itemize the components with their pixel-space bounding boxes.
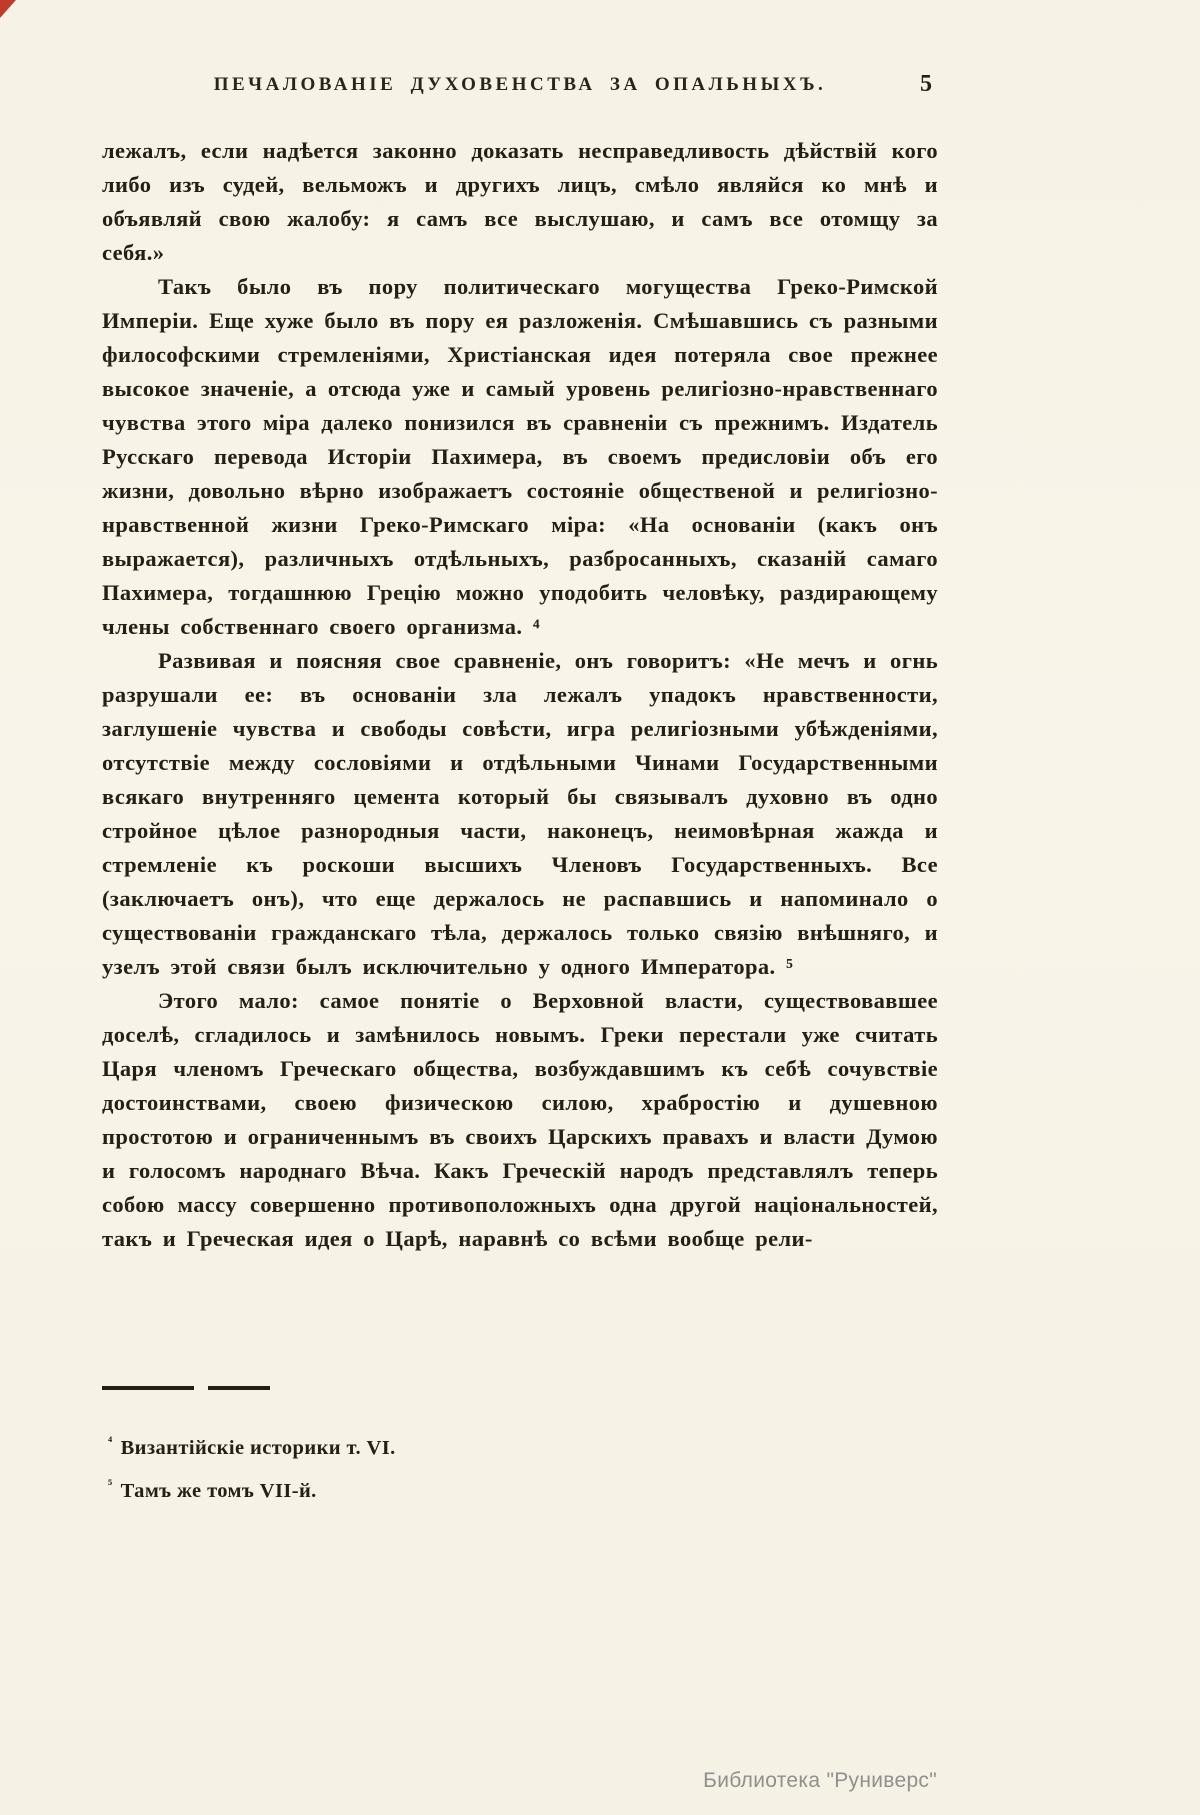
paragraph: Такъ было въ пору политическаго могущества Греко-Римской Имперіи. Еще хуже было въ пору ея разложенія. Смѣшавшись съ разными философскими стремленіями, Христіанская идея потеряла свое прежнее высокое значеніе, а отсюда уже и самый уровень религіозно-нравственнаго чувства этого міра далеко понизился въ сравненіи съ прежнимъ. Издатель Русскаго перевода Исторіи Пахимера, въ своемъ предисловіи объ его жизни, довольно вѣрно изображаетъ состояніе общественой и религіозно-нравственной жизни Греко-Римскаго міра: «На основаніи (какъ онъ выражается), различныхъ отдѣльныхъ, разбросанныхъ, сказаній самаго Пахимера, тогдашнюю Грецію можно уподобить человѣку, раздирающему члены собственнаго своего организма. ⁴ [102,274,938,639]
running-title: ПЕЧАЛОВАНІЕ ДУХОВЕНСТВА ЗА ОПАЛЬНЫХЪ. [213,74,827,95]
footnote [108,1424,808,1467]
page-header [102,71,938,104]
separator-segment [208,1386,270,1390]
paragraph: Развивая и поясняя свое сравненіе, онъ говоритъ: «Не мечъ и огнь разрушали ее: въ основаніи зла лежалъ упадокъ нравственности, заглушеніе чувства и свободы совѣсти, игра религіозными убѣжденіями, отсутствіе между сословіями и отдѣльными Чинами Государственными всякаго внутренняго цемента который бы связывалъ духовно въ одно стройное цѣлое разнородныя части, наконецъ, неимовѣрная жажда и стремленіе къ роскоши высшихъ Членовъ Государственныхъ. Все (заключаетъ онъ), что еще держалось не распавшись и напоминало о существованіи гражданскаго тѣла, держалось только связію внѣшняго, и узелъ этой связи былъ исключительно у одного Императора. ⁵ [102,648,938,979]
footnote-text: Тамъ же томъ VII-й. [120,1479,317,1502]
footnote-marker: ⁵ [108,1477,113,1493]
footnote-text: Византійскіе историки т. VI. [120,1436,396,1459]
library-watermark: Библиотека "Руниверс" [703,1769,937,1792]
paragraph: Этого мало: самое понятіе о Верховной власти, существовавшее доселѣ, сгладилось и замѣнилось новымъ. Греки перестали уже считать Царя членомъ Греческаго общества, возбуждавшимъ къ себѣ сочувствіе достоинствами, своею физическою силою, храбростію и душевною простотою и ограниченнымъ въ своихъ Царскихъ правахъ и власти Думою и голосомъ народнаго Вѣча. Какъ Греческій народъ представлялъ теперь собою массу совершенно противоположныхъ одна другой національностей, такъ и Греческая идея о Царѣ, наравнѣ со всѣми вообще рели- [102,988,938,1251]
paragraph: лежалъ, если надѣется законно доказать несправедливость дѣйствій кого либо изъ судей, вельможъ и другихъ лицъ, смѣло являйся ко мнѣ и объявляй свою жалобу: я самъ все выслушаю, и самъ все отомщу за себя.» [102,138,938,265]
scan-corner-artifact [0,0,16,18]
separator-segment [102,1386,194,1390]
body-text [102,134,938,1256]
footnote [108,1467,808,1510]
footnote-marker: ⁴ [108,1435,113,1450]
page-number: 5 [920,71,932,97]
footnotes [108,1424,808,1510]
